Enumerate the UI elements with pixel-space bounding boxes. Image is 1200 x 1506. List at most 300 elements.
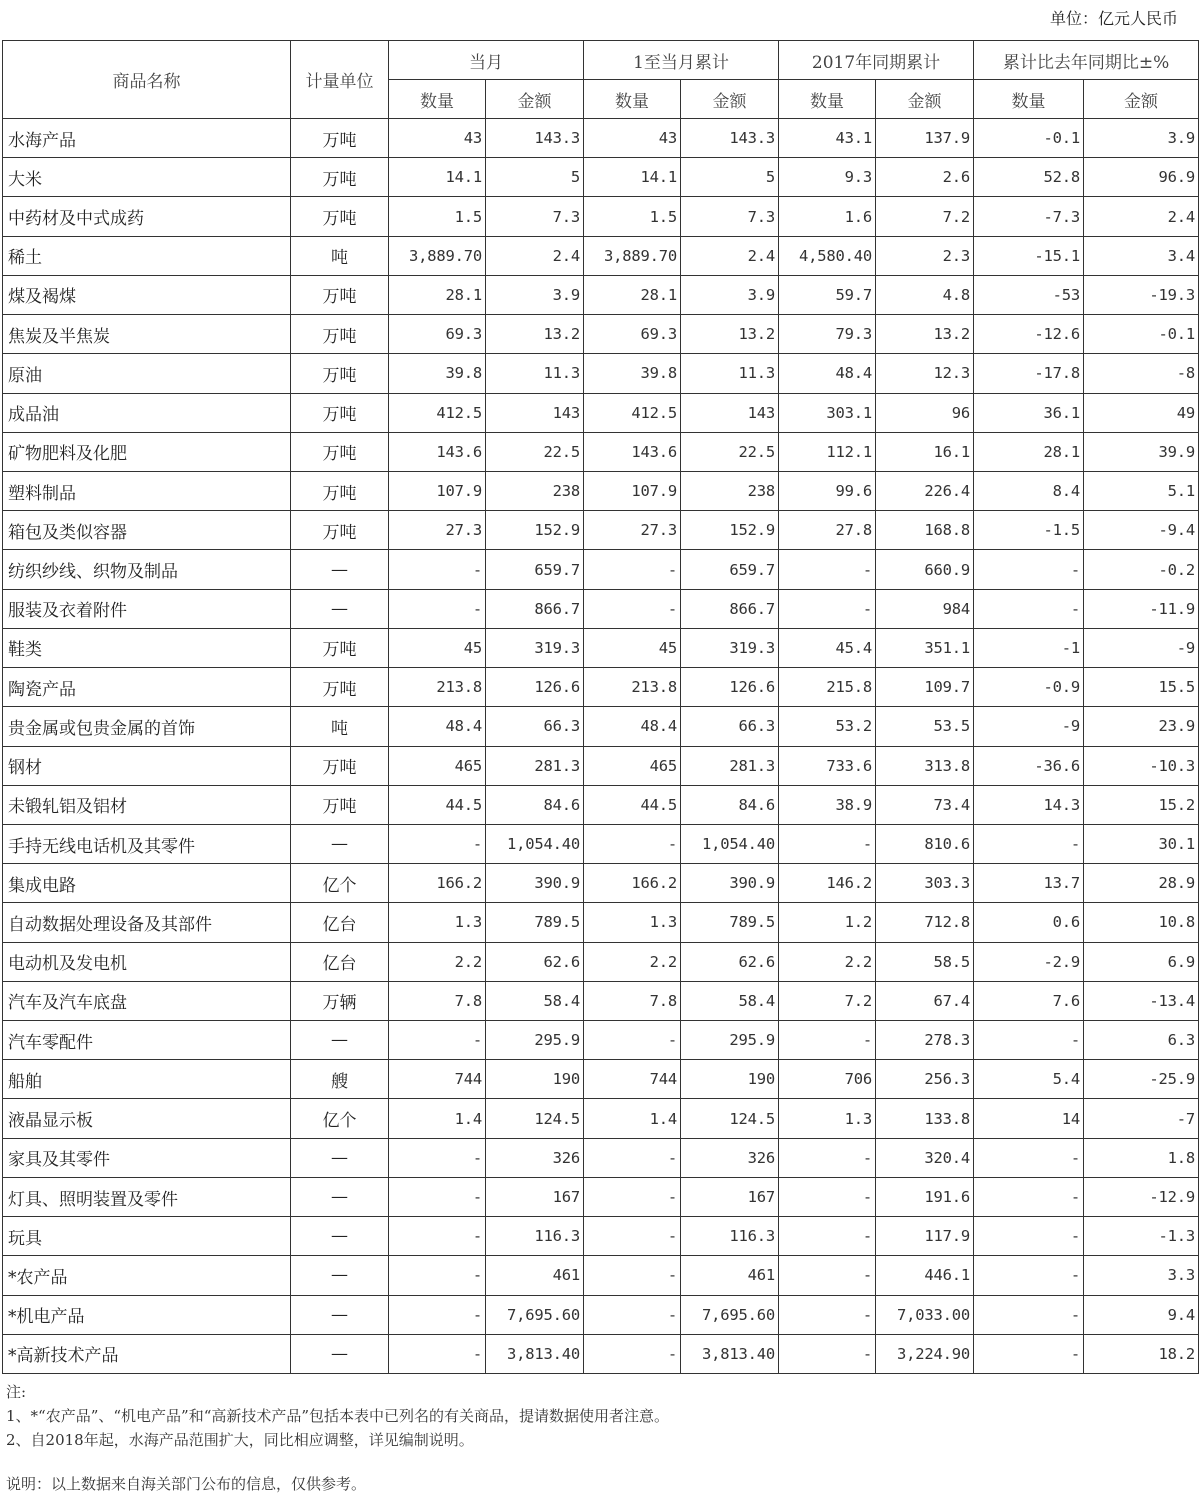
commodity-name: 箱包及类似容器 xyxy=(3,511,291,550)
source-explanation: 说明：以上数据来自海关部门公布的信息，仅供参考。 xyxy=(6,1475,367,1493)
value-cur-qty: - xyxy=(389,1021,486,1060)
value-prev-amt: 278.3 xyxy=(876,1021,974,1060)
measure-unit: 万吨 xyxy=(291,785,389,824)
value-ytd-qty: 1.4 xyxy=(584,1099,681,1138)
measure-unit: 万吨 xyxy=(291,315,389,354)
value-yoy-amt: 1.8 xyxy=(1084,1138,1199,1177)
value-cur-qty: - xyxy=(389,589,486,628)
value-yoy-amt: -8 xyxy=(1084,354,1199,393)
table-row xyxy=(3,275,1199,314)
value-prev-qty: 99.6 xyxy=(779,471,876,510)
table-row xyxy=(3,942,1199,981)
value-yoy-amt: -9.4 xyxy=(1084,511,1199,550)
value-ytd-qty: 44.5 xyxy=(584,785,681,824)
value-cur-qty: 166.2 xyxy=(389,864,486,903)
value-cur-qty: 1.3 xyxy=(389,903,486,942)
value-prev-qty: - xyxy=(779,589,876,628)
table-row xyxy=(3,158,1199,197)
commodity-name: 船舶 xyxy=(3,1060,291,1099)
footnote-item: 2、自2018年起，水海产品范围扩大，同比相应调整，详见编制说明。 xyxy=(6,1431,474,1449)
value-yoy-amt: -0.2 xyxy=(1084,550,1199,589)
value-cur-qty: 28.1 xyxy=(389,275,486,314)
value-cur-amt: 295.9 xyxy=(486,1021,584,1060)
value-prev-amt: 313.8 xyxy=(876,746,974,785)
value-ytd-amt: 152.9 xyxy=(681,511,779,550)
table-row xyxy=(3,236,1199,275)
value-cur-qty: 14.1 xyxy=(389,158,486,197)
value-prev-amt: 351.1 xyxy=(876,628,974,667)
footnote-item: 1、*“农产品”、“机电产品”和“高新技术产品”包括本表中已列名的有关商品，提请数据使用者注意。 xyxy=(6,1407,670,1425)
commodity-name: 未锻轧铝及铝材 xyxy=(3,785,291,824)
commodity-name: *机电产品 xyxy=(3,1295,291,1334)
value-prev-amt: 137.9 xyxy=(876,119,974,158)
value-yoy-qty: - xyxy=(974,1138,1084,1177)
value-prev-qty: 9.3 xyxy=(779,158,876,197)
value-yoy-qty: -1.5 xyxy=(974,511,1084,550)
value-ytd-amt: 7,695.60 xyxy=(681,1295,779,1334)
value-cur-qty: - xyxy=(389,1177,486,1216)
value-prev-qty: - xyxy=(779,1334,876,1373)
commodity-name: 稀土 xyxy=(3,236,291,275)
value-yoy-amt: 15.2 xyxy=(1084,785,1199,824)
commodity-name: 电动机及发电机 xyxy=(3,942,291,981)
value-ytd-qty: - xyxy=(584,1334,681,1373)
value-prev-amt: 168.8 xyxy=(876,511,974,550)
value-cur-qty: - xyxy=(389,1334,486,1373)
value-ytd-qty: 43 xyxy=(584,119,681,158)
value-cur-amt: 66.3 xyxy=(486,707,584,746)
value-prev-amt: 712.8 xyxy=(876,903,974,942)
value-prev-amt: 117.9 xyxy=(876,1217,974,1256)
value-ytd-amt: 3.9 xyxy=(681,275,779,314)
value-ytd-qty: 412.5 xyxy=(584,393,681,432)
value-prev-qty: 79.3 xyxy=(779,315,876,354)
value-cur-amt: 7.3 xyxy=(486,197,584,236)
value-prev-qty: - xyxy=(779,824,876,863)
value-prev-qty: - xyxy=(779,1256,876,1295)
value-ytd-amt: 143 xyxy=(681,393,779,432)
value-ytd-amt: 789.5 xyxy=(681,903,779,942)
measure-unit: — xyxy=(291,550,389,589)
value-prev-qty: 53.2 xyxy=(779,707,876,746)
table-row xyxy=(3,1177,1199,1216)
value-ytd-qty: 143.6 xyxy=(584,432,681,471)
value-cur-amt: 62.6 xyxy=(486,942,584,981)
value-ytd-qty: - xyxy=(584,1138,681,1177)
value-yoy-amt: 15.5 xyxy=(1084,668,1199,707)
value-cur-qty: 44.5 xyxy=(389,785,486,824)
table-row xyxy=(3,628,1199,667)
measure-unit: — xyxy=(291,1177,389,1216)
value-cur-amt: 326 xyxy=(486,1138,584,1177)
measure-unit: — xyxy=(291,589,389,628)
value-prev-amt: 2.3 xyxy=(876,236,974,275)
table-body xyxy=(3,119,1199,1374)
measure-unit: — xyxy=(291,824,389,863)
table-row xyxy=(3,1217,1199,1256)
value-ytd-amt: 124.5 xyxy=(681,1099,779,1138)
value-yoy-amt: 9.4 xyxy=(1084,1295,1199,1334)
value-yoy-qty: -53 xyxy=(974,275,1084,314)
value-cur-amt: 190 xyxy=(486,1060,584,1099)
value-cur-amt: 126.6 xyxy=(486,668,584,707)
value-yoy-amt: -7 xyxy=(1084,1099,1199,1138)
value-prev-qty: 48.4 xyxy=(779,354,876,393)
commodity-name: 集成电路 xyxy=(3,864,291,903)
value-yoy-qty: 13.7 xyxy=(974,864,1084,903)
value-yoy-amt: 3.9 xyxy=(1084,119,1199,158)
value-ytd-qty: - xyxy=(584,1256,681,1295)
table-row xyxy=(3,1138,1199,1177)
measure-unit: — xyxy=(291,1021,389,1060)
value-yoy-qty: - xyxy=(974,1334,1084,1373)
value-yoy-amt: 3.3 xyxy=(1084,1256,1199,1295)
value-prev-qty: - xyxy=(779,1217,876,1256)
value-ytd-amt: 461 xyxy=(681,1256,779,1295)
value-prev-qty: 7.2 xyxy=(779,981,876,1020)
value-prev-amt: 4.8 xyxy=(876,275,974,314)
table-row xyxy=(3,707,1199,746)
value-prev-qty: - xyxy=(779,1021,876,1060)
value-prev-amt: 67.4 xyxy=(876,981,974,1020)
value-yoy-amt: -11.9 xyxy=(1084,589,1199,628)
table-row xyxy=(3,824,1199,863)
value-prev-amt: 96 xyxy=(876,393,974,432)
value-cur-qty: 744 xyxy=(389,1060,486,1099)
value-yoy-qty: 28.1 xyxy=(974,432,1084,471)
value-prev-qty: 27.8 xyxy=(779,511,876,550)
value-prev-amt: 320.4 xyxy=(876,1138,974,1177)
value-ytd-qty: 1.3 xyxy=(584,903,681,942)
value-cur-qty: 48.4 xyxy=(389,707,486,746)
value-cur-amt: 866.7 xyxy=(486,589,584,628)
value-prev-amt: 73.4 xyxy=(876,785,974,824)
table-row xyxy=(3,981,1199,1020)
header-current-month: 当月 xyxy=(389,41,584,80)
value-yoy-amt: -25.9 xyxy=(1084,1060,1199,1099)
commodity-name: *高新技术产品 xyxy=(3,1334,291,1373)
commodity-name: 服装及衣着附件 xyxy=(3,589,291,628)
value-yoy-qty: -17.8 xyxy=(974,354,1084,393)
table-row xyxy=(3,785,1199,824)
value-ytd-amt: 143.3 xyxy=(681,119,779,158)
value-ytd-amt: 167 xyxy=(681,1177,779,1216)
header-amount: 金额 xyxy=(486,80,584,119)
table-row xyxy=(3,393,1199,432)
table-row xyxy=(3,119,1199,158)
commodity-name: 大米 xyxy=(3,158,291,197)
value-yoy-amt: 10.8 xyxy=(1084,903,1199,942)
value-prev-qty: 112.1 xyxy=(779,432,876,471)
table-row xyxy=(3,354,1199,393)
value-yoy-qty: 5.4 xyxy=(974,1060,1084,1099)
value-yoy-amt: 3.4 xyxy=(1084,236,1199,275)
value-yoy-amt: 5.1 xyxy=(1084,471,1199,510)
value-cur-amt: 3,813.40 xyxy=(486,1334,584,1373)
value-cur-amt: 659.7 xyxy=(486,550,584,589)
value-yoy-amt: 96.9 xyxy=(1084,158,1199,197)
value-ytd-qty: 2.2 xyxy=(584,942,681,981)
value-yoy-qty: 0.6 xyxy=(974,903,1084,942)
value-yoy-amt: 6.3 xyxy=(1084,1021,1199,1060)
value-yoy-amt: -0.1 xyxy=(1084,315,1199,354)
value-prev-qty: 59.7 xyxy=(779,275,876,314)
value-ytd-qty: - xyxy=(584,589,681,628)
value-yoy-amt: -12.9 xyxy=(1084,1177,1199,1216)
measure-unit: 万吨 xyxy=(291,275,389,314)
value-ytd-amt: 281.3 xyxy=(681,746,779,785)
value-ytd-qty: 744 xyxy=(584,1060,681,1099)
value-prev-qty: 303.1 xyxy=(779,393,876,432)
value-yoy-qty: -7.3 xyxy=(974,197,1084,236)
measure-unit: 万吨 xyxy=(291,393,389,432)
value-ytd-amt: 66.3 xyxy=(681,707,779,746)
value-cur-qty: 1.5 xyxy=(389,197,486,236)
value-ytd-amt: 390.9 xyxy=(681,864,779,903)
value-yoy-qty: - xyxy=(974,550,1084,589)
value-cur-amt: 238 xyxy=(486,471,584,510)
value-yoy-qty: 36.1 xyxy=(974,393,1084,432)
value-prev-amt: 12.3 xyxy=(876,354,974,393)
value-ytd-amt: 84.6 xyxy=(681,785,779,824)
value-prev-amt: 2.6 xyxy=(876,158,974,197)
value-cur-qty: 39.8 xyxy=(389,354,486,393)
value-prev-qty: - xyxy=(779,1295,876,1334)
header-yoy-change: 累计比去年同期比±% xyxy=(974,41,1199,80)
value-cur-amt: 3.9 xyxy=(486,275,584,314)
value-yoy-qty: -0.1 xyxy=(974,119,1084,158)
value-yoy-qty: 52.8 xyxy=(974,158,1084,197)
value-prev-qty: - xyxy=(779,1177,876,1216)
value-cur-qty: 143.6 xyxy=(389,432,486,471)
value-ytd-amt: 58.4 xyxy=(681,981,779,1020)
commodity-name: 鞋类 xyxy=(3,628,291,667)
value-yoy-amt: -9 xyxy=(1084,628,1199,667)
value-yoy-qty: -36.6 xyxy=(974,746,1084,785)
value-ytd-amt: 5 xyxy=(681,158,779,197)
value-yoy-amt: 39.9 xyxy=(1084,432,1199,471)
value-cur-amt: 789.5 xyxy=(486,903,584,942)
measure-unit: — xyxy=(291,1138,389,1177)
value-prev-qty: 733.6 xyxy=(779,746,876,785)
table-row xyxy=(3,1334,1199,1373)
value-cur-amt: 143 xyxy=(486,393,584,432)
value-yoy-qty: - xyxy=(974,1177,1084,1216)
header-2017-ytd: 2017年同期累计 xyxy=(779,41,974,80)
value-prev-amt: 226.4 xyxy=(876,471,974,510)
measure-unit: — xyxy=(291,1334,389,1373)
value-ytd-qty: - xyxy=(584,1177,681,1216)
value-prev-amt: 256.3 xyxy=(876,1060,974,1099)
value-prev-qty: 45.4 xyxy=(779,628,876,667)
measure-unit: 万吨 xyxy=(291,432,389,471)
value-prev-amt: 53.5 xyxy=(876,707,974,746)
value-cur-qty: 1.4 xyxy=(389,1099,486,1138)
value-prev-amt: 58.5 xyxy=(876,942,974,981)
value-ytd-qty: - xyxy=(584,550,681,589)
value-ytd-amt: 7.3 xyxy=(681,197,779,236)
value-yoy-qty: -2.9 xyxy=(974,942,1084,981)
value-yoy-amt: 18.2 xyxy=(1084,1334,1199,1373)
measure-unit: 亿台 xyxy=(291,903,389,942)
measure-unit: 吨 xyxy=(291,707,389,746)
value-yoy-amt: 28.9 xyxy=(1084,864,1199,903)
value-prev-qty: - xyxy=(779,550,876,589)
measure-unit: 万吨 xyxy=(291,746,389,785)
value-ytd-qty: 48.4 xyxy=(584,707,681,746)
value-ytd-amt: 11.3 xyxy=(681,354,779,393)
measure-unit: 万吨 xyxy=(291,511,389,550)
value-ytd-qty: 1.5 xyxy=(584,197,681,236)
value-prev-amt: 660.9 xyxy=(876,550,974,589)
value-cur-qty: - xyxy=(389,1217,486,1256)
header-commodity-name: 商品名称 xyxy=(3,41,291,119)
measure-unit: 万吨 xyxy=(291,628,389,667)
value-yoy-amt: 23.9 xyxy=(1084,707,1199,746)
measure-unit: 艘 xyxy=(291,1060,389,1099)
value-cur-qty: 3,889.70 xyxy=(389,236,486,275)
measure-unit: 万吨 xyxy=(291,158,389,197)
value-ytd-qty: 465 xyxy=(584,746,681,785)
measure-unit: 万辆 xyxy=(291,981,389,1020)
value-yoy-qty: -15.1 xyxy=(974,236,1084,275)
value-ytd-qty: 69.3 xyxy=(584,315,681,354)
value-cur-amt: 1,054.40 xyxy=(486,824,584,863)
commodity-name: 陶瓷产品 xyxy=(3,668,291,707)
value-ytd-amt: 126.6 xyxy=(681,668,779,707)
value-prev-amt: 7,033.00 xyxy=(876,1295,974,1334)
value-ytd-qty: - xyxy=(584,824,681,863)
value-cur-qty: - xyxy=(389,1295,486,1334)
value-ytd-amt: 3,813.40 xyxy=(681,1334,779,1373)
value-ytd-amt: 1,054.40 xyxy=(681,824,779,863)
value-ytd-amt: 238 xyxy=(681,471,779,510)
measure-unit: — xyxy=(291,1256,389,1295)
value-cur-amt: 143.3 xyxy=(486,119,584,158)
value-cur-amt: 13.2 xyxy=(486,315,584,354)
value-yoy-amt: 49 xyxy=(1084,393,1199,432)
value-prev-amt: 109.7 xyxy=(876,668,974,707)
value-prev-amt: 984 xyxy=(876,589,974,628)
commodity-name: 贵金属或包贵金属的首饰 xyxy=(3,707,291,746)
table-row xyxy=(3,315,1199,354)
commodity-name: 成品油 xyxy=(3,393,291,432)
value-ytd-qty: - xyxy=(584,1021,681,1060)
value-ytd-amt: 22.5 xyxy=(681,432,779,471)
header-ytd: 1至当月累计 xyxy=(584,41,779,80)
value-yoy-amt: 2.4 xyxy=(1084,197,1199,236)
table-row xyxy=(3,1099,1199,1138)
commodity-name: 矿物肥料及化肥 xyxy=(3,432,291,471)
value-yoy-amt: 30.1 xyxy=(1084,824,1199,863)
value-prev-amt: 446.1 xyxy=(876,1256,974,1295)
footnote-heading: 注: xyxy=(6,1383,27,1401)
value-prev-qty: - xyxy=(779,1138,876,1177)
header-qty: 数量 xyxy=(389,80,486,119)
value-ytd-qty: - xyxy=(584,1295,681,1334)
header-qty: 数量 xyxy=(779,80,876,119)
value-ytd-qty: 7.8 xyxy=(584,981,681,1020)
commodity-name: 纺织纱线、织物及制品 xyxy=(3,550,291,589)
value-yoy-qty: - xyxy=(974,1217,1084,1256)
value-cur-amt: 152.9 xyxy=(486,511,584,550)
measure-unit: 万吨 xyxy=(291,354,389,393)
value-yoy-qty: - xyxy=(974,589,1084,628)
value-cur-amt: 281.3 xyxy=(486,746,584,785)
commodity-name: 塑料制品 xyxy=(3,471,291,510)
value-cur-amt: 11.3 xyxy=(486,354,584,393)
table-row xyxy=(3,864,1199,903)
value-ytd-amt: 295.9 xyxy=(681,1021,779,1060)
table-row xyxy=(3,903,1199,942)
header-qty: 数量 xyxy=(974,80,1084,119)
commodity-name: 自动数据处理设备及其部件 xyxy=(3,903,291,942)
measure-unit: — xyxy=(291,1217,389,1256)
commodity-name: *农产品 xyxy=(3,1256,291,1295)
value-ytd-amt: 659.7 xyxy=(681,550,779,589)
value-ytd-amt: 62.6 xyxy=(681,942,779,981)
measure-unit: 吨 xyxy=(291,236,389,275)
value-cur-amt: 2.4 xyxy=(486,236,584,275)
value-prev-amt: 303.3 xyxy=(876,864,974,903)
value-ytd-qty: 27.3 xyxy=(584,511,681,550)
value-ytd-qty: 107.9 xyxy=(584,471,681,510)
commodity-name: 煤及褐煤 xyxy=(3,275,291,314)
value-cur-amt: 116.3 xyxy=(486,1217,584,1256)
value-cur-amt: 319.3 xyxy=(486,628,584,667)
value-prev-qty: 1.3 xyxy=(779,1099,876,1138)
commodity-name: 中药材及中式成药 xyxy=(3,197,291,236)
value-ytd-qty: 28.1 xyxy=(584,275,681,314)
value-cur-qty: 2.2 xyxy=(389,942,486,981)
value-prev-qty: 215.8 xyxy=(779,668,876,707)
table-row xyxy=(3,589,1199,628)
table-row xyxy=(3,511,1199,550)
value-ytd-amt: 326 xyxy=(681,1138,779,1177)
value-cur-qty: 43 xyxy=(389,119,486,158)
table-row xyxy=(3,1256,1199,1295)
table-row xyxy=(3,550,1199,589)
table-row xyxy=(3,1060,1199,1099)
currency-unit-label: 单位：亿元人民币 xyxy=(1049,9,1178,28)
value-ytd-qty: 45 xyxy=(584,628,681,667)
value-yoy-qty: -12.6 xyxy=(974,315,1084,354)
value-yoy-qty: - xyxy=(974,1021,1084,1060)
value-prev-amt: 16.1 xyxy=(876,432,974,471)
value-ytd-amt: 319.3 xyxy=(681,628,779,667)
commodity-name: 家具及其零件 xyxy=(3,1138,291,1177)
commodity-name: 汽车及汽车底盘 xyxy=(3,981,291,1020)
value-yoy-qty: -0.9 xyxy=(974,668,1084,707)
measure-unit: 万吨 xyxy=(291,668,389,707)
table-row xyxy=(3,432,1199,471)
value-cur-amt: 461 xyxy=(486,1256,584,1295)
value-prev-qty: 1.2 xyxy=(779,903,876,942)
value-cur-qty: 27.3 xyxy=(389,511,486,550)
commodity-name: 灯具、照明装置及零件 xyxy=(3,1177,291,1216)
value-cur-qty: 7.8 xyxy=(389,981,486,1020)
value-prev-amt: 133.8 xyxy=(876,1099,974,1138)
value-cur-amt: 22.5 xyxy=(486,432,584,471)
export-statistics-table xyxy=(2,40,1199,1374)
measure-unit: 万吨 xyxy=(291,197,389,236)
value-yoy-qty: -9 xyxy=(974,707,1084,746)
value-cur-amt: 390.9 xyxy=(486,864,584,903)
value-cur-amt: 124.5 xyxy=(486,1099,584,1138)
commodity-name: 焦炭及半焦炭 xyxy=(3,315,291,354)
measure-unit: 万吨 xyxy=(291,119,389,158)
value-ytd-amt: 116.3 xyxy=(681,1217,779,1256)
